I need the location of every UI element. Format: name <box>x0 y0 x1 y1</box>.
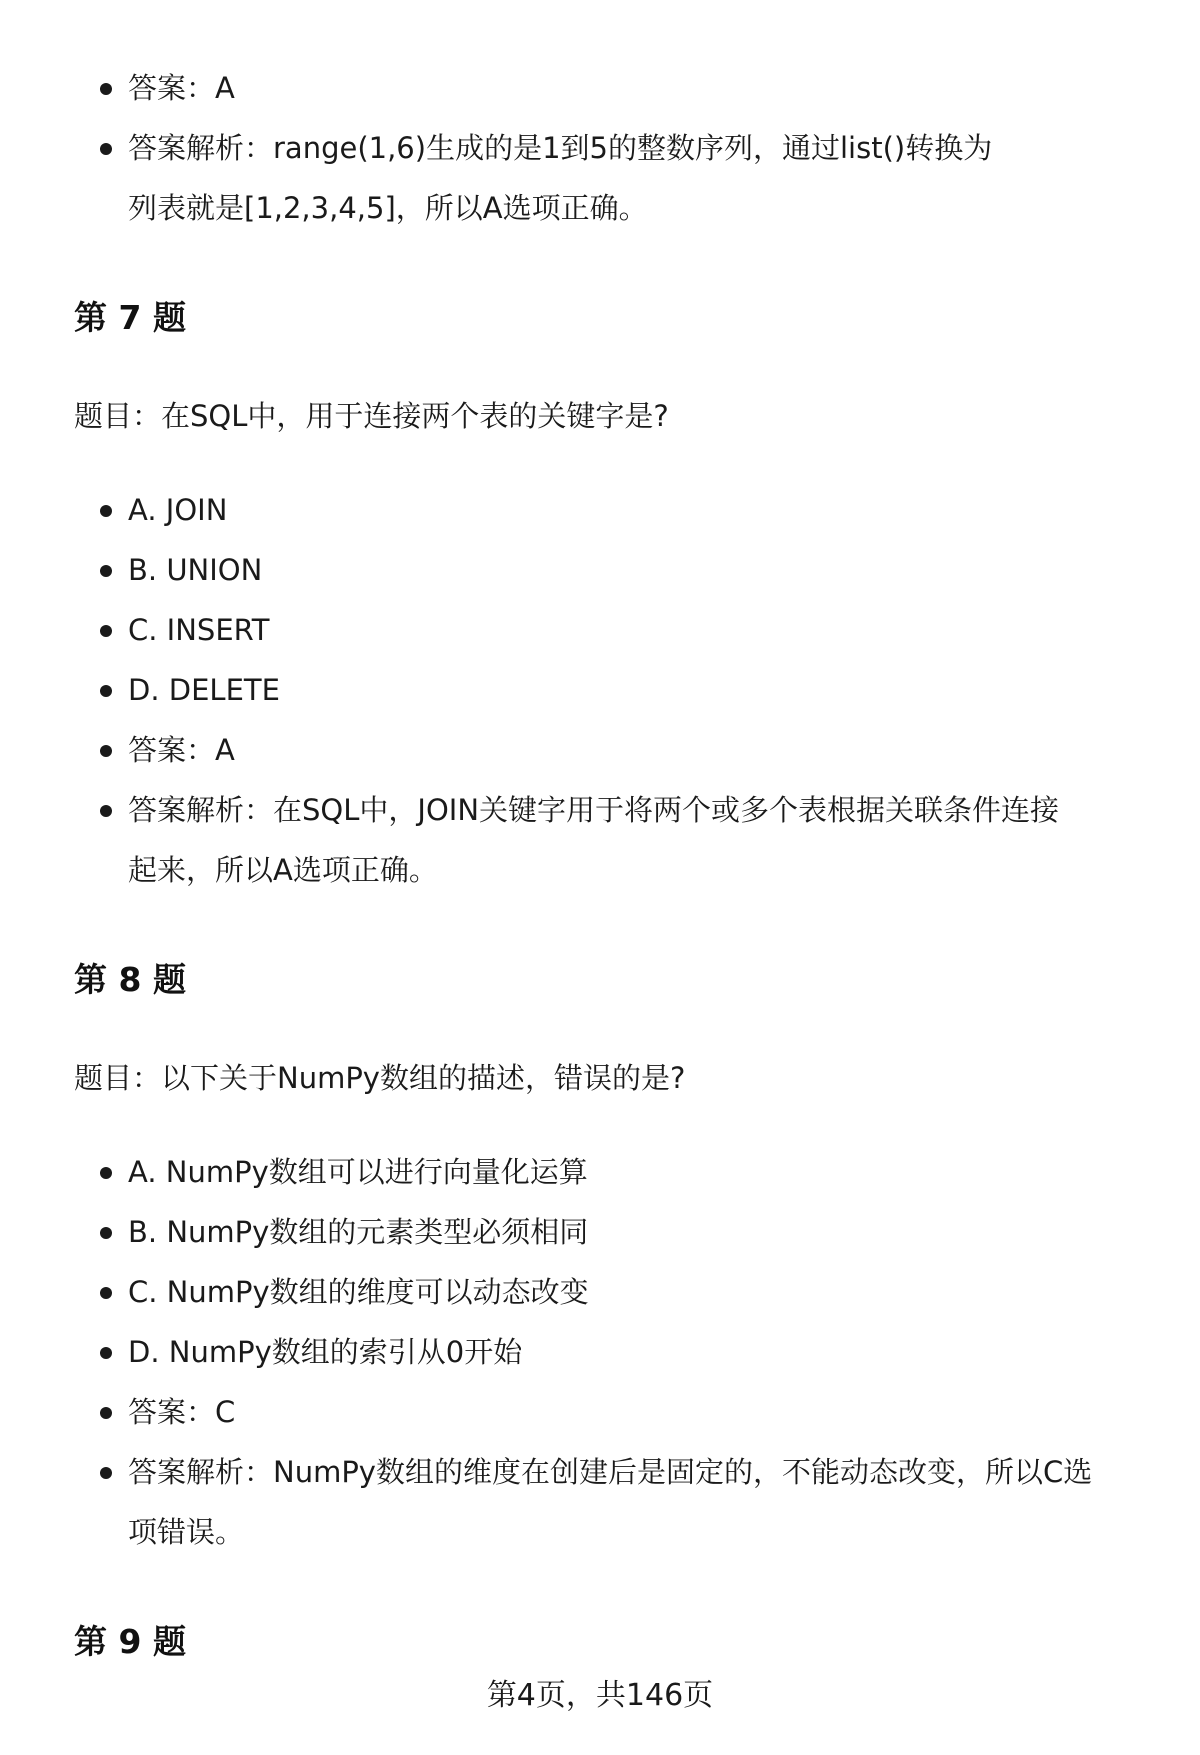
q8-option-b: B. NumPy数组的元素类型必须相同 <box>74 1202 1126 1262</box>
question-8-text: 题目：以下关于NumPy数组的描述，错误的是? <box>74 1061 686 1095</box>
q7-answer: 答案：A <box>74 720 1126 780</box>
q8-explanation: 答案解析：NumPy数组的维度在创建后是固定的，不能动态改变，所以C选项错误。 <box>74 1442 1126 1562</box>
prev-explanation: 答案解析：range(1,6)生成的是1到5的整数序列，通过list()转换为列表就是[1,2,3,4,5]，所以A选项正确。 <box>74 118 1126 238</box>
question-7-list <box>74 480 1126 900</box>
q8-option-c: C. NumPy数组的维度可以动态改变 <box>74 1262 1126 1322</box>
q8-answer: 答案：C <box>74 1382 1126 1442</box>
prev-answer: 答案：A <box>74 58 1126 118</box>
question-7-heading: 第 7 题 <box>74 298 186 337</box>
question-8-list <box>74 1142 1126 1562</box>
q7-option-c: C. INSERT <box>74 600 1126 660</box>
prev-question-answer-list <box>74 58 1126 238</box>
q7-option-b: B. UNION <box>74 540 1126 600</box>
question-7-text: 题目：在SQL中，用于连接两个表的关键字是? <box>74 399 669 433</box>
page-number-footer: 第4页，共146页 <box>486 1678 714 1713</box>
q7-explanation: 答案解析：在SQL中，JOIN关键字用于将两个或多个表根据关联条件连接起来，所以A选项正确。 <box>74 780 1126 900</box>
question-9-heading: 第 9 题 <box>74 1622 186 1661</box>
q7-option-d: D. DELETE <box>74 660 1126 720</box>
q8-option-a: A. NumPy数组可以进行向量化运算 <box>74 1142 1126 1202</box>
q8-option-d: D. NumPy数组的索引从0开始 <box>74 1322 1126 1382</box>
q7-option-a: A. JOIN <box>74 480 1126 540</box>
question-8-heading: 第 8 题 <box>74 960 186 999</box>
